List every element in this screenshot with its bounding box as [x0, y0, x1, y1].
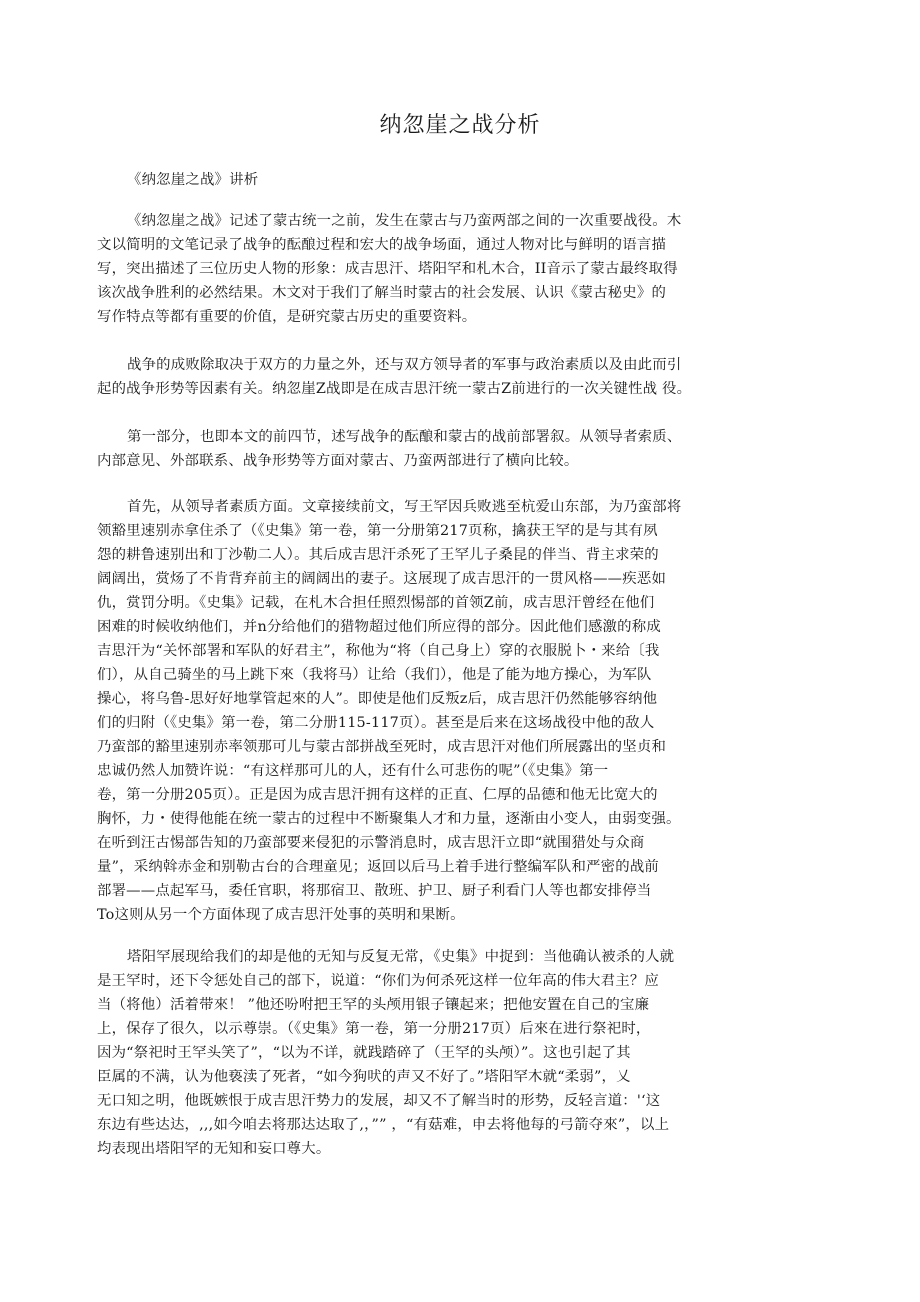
paragraph-line: 战争的成败除取决于双方的力量之外，还与双方领导者的军事与政治素质以及由此而引 [127, 357, 682, 373]
subtitle [97, 168, 825, 192]
paragraph-line: 无口知之明，他既嫉恨于成吉思汗势力的发展，却又不了解当时的形势，反轻言道：'‘这 [97, 1093, 661, 1109]
paragraph-line: 当（将他）活着带來！ ”他还吩咐把王罕的头颅用银子镶起来；把他安置在自己的宝廉 [97, 997, 650, 1013]
paragraph-line: 怨的耕鲁速别出和丁沙勒二人）。其后成吉思汗杀死了王罕儿子桑昆的伴当、背主求荣的 [97, 547, 659, 563]
paragraph-line: 吉思汗为“关怀部署和军队的好君主”，称他为“将（自己身上）穿的衣服脱卜・来给〔我 [97, 643, 660, 659]
paragraph-line: 乃蛮部的豁里速别赤率领那可儿与蒙古部拼战至死时，成吉思汗对他们所展露出的坚贞和 [97, 739, 667, 755]
paragraph-3 [97, 425, 825, 473]
paragraph-line: 第一部分，也即本文的前四节，述写战争的酝酿和蒙古的战前部署叙。从领导者索质、 [127, 429, 682, 445]
paragraph-line: 部署——点起军马，委任官职，将那宿卫、散班、护卫、厨子利看门人等也都安排停当 [97, 883, 652, 899]
paragraph-line: To这则从另一个方面体现了成吉思汗处事的英明和果断。 [97, 907, 465, 923]
paragraph-2 [97, 353, 825, 401]
paragraph-line: 量”，采纳斡赤金和别勒古台的合理童见；返回以后马上着手进行整编军队和严密的战前 [97, 859, 660, 875]
paragraph-line: 写，突出描述了三位历史人物的形象：成吉思汗、塔阳罕和札木合，II音示了蒙古最终取得 [97, 261, 678, 277]
paragraph-line: 上，保存了很久，以示尊崇。（《史集》第一卷，第一分册217页）后來在进行祭祀时， [97, 1021, 651, 1037]
paragraph-line: 起的战争形势等因素有关。纳忽崖Z战即是在成吉思汗统一蒙古Z前进行的一次关键性战 役。 [97, 381, 692, 397]
paragraph-line: 该次战争胜利的必然结果。木文对于我们了解当时蒙古的社会发展、认识《蒙古秘史》的 [97, 285, 667, 301]
paragraph-line: 阔阔出，赏炀了不肯背弃前主的阔阔出的妻子。这展现了成吉思汗的一贯风格——疾恶如 [97, 571, 667, 587]
paragraph-5 [97, 945, 825, 1161]
paragraph-line: 仇，赏罚分明。《史集》记载，在札木合担任照烈惕部的首领Z前，成吉思汗曾经在他们 [97, 595, 655, 611]
paragraph-line: 领豁里速别赤拿住杀了（《史集》第一卷，第一分册第217页称，擒获王罕的是与其有夙 [97, 523, 658, 539]
paragraph-line: 《纳忽崖之战》记述了蒙古统一之前，发生在蒙古与乃蛮两部之间的一次重要战役。木 [127, 213, 682, 229]
paragraph-line: 是王罕时，还下令惩处自己的部下，说道：“你们为何杀死这样一位年高的伟大君主？应 [97, 973, 660, 989]
page-title: 纳忽崖之战分析 [379, 113, 541, 138]
paragraph-line: 困难的时候收纳他们，并n分给他们的猎物超过他们所应得的部分。因此他们感激的称成 [97, 619, 661, 635]
paragraph-line: 们的归附（《史集》第一卷，第二分册115-117页）。甚至是后来在这场战役中他的敌人 [97, 715, 655, 731]
paragraph-line: 忠诚仍然人加赞许说：“有这样那可儿的人，还有什么可悲伤的呢”（《史集》第一 [97, 763, 609, 779]
paragraph-1 [97, 209, 825, 329]
paragraph-line: 东边有些达达，,,,如今咱去将那达达取了,，”” ，“有菇难，申去将他每的弓箭夺來”，以上 [97, 1117, 670, 1133]
paragraph-line: 在听到汪古惕部告知的乃蛮部要来侵犯的示警消息时，成吉思汗立即“就围猎处与众商 [97, 835, 645, 851]
paragraph-line: 因为“祭祀时王罕头笑了”，“以为不详，就践踏碎了（王罕的头颅）”。这也引起了其 [97, 1045, 631, 1061]
paragraph-line: 胸怀，力・使得他能在统一蒙古的过程中不断聚集人才和力量，逐渐由小变人，由弱变强。 [97, 811, 681, 827]
paragraph-line: 均表现出塔阳罕的无知和妄口尊大。 [97, 1141, 331, 1157]
paragraph-4 [97, 495, 825, 927]
paragraph-line: 文以简明的文笔记录了战争的酝酿过程和宏大的战争场面，通过人物对比与鲜明的语言描 [97, 237, 667, 253]
paragraph-line: 们），从自己骑坐的马上跳下來（我将马）让给（我们），他是了能为地方操心，为军队 [97, 667, 652, 683]
paragraph-line: 臣属的不满，认为他亵渎了死者，“如今狗吠的声又不好了。”塔阳罕木就“柔弱”，乂 [97, 1069, 631, 1085]
paragraph-line: 内部意见、外部联系、战争形势等方面对蒙古、乃蛮两部进行了横向比较。 [97, 453, 579, 469]
subtitle-line: 《纳忽崖之战》讲析 [127, 172, 259, 188]
paragraph-line: 首先，从领导者素质方面。文章接续前文，写王罕因兵败逃至杭爱山东部，为乃蛮部将 [127, 499, 682, 515]
paragraph-line: 写作特点等都有重要的价值，是研究蒙古历史的重要资料。 [97, 309, 477, 325]
paragraph-line: 卷，第一分册205页）。正是因为成吉思汗拥有这样的正直、仁厚的品德和他无比宽大的 [97, 787, 658, 803]
paragraph-line: 操心，将乌鲁-思好好地掌管起來的人”。即使是他们反叛z后，成吉思汗仍然能够容纳他 [97, 691, 658, 707]
paragraph-line: 塔阳罕展现给我们的却是他的无知与反复无常，《史集》中捉到：当他确认被杀的人就 [127, 949, 675, 965]
